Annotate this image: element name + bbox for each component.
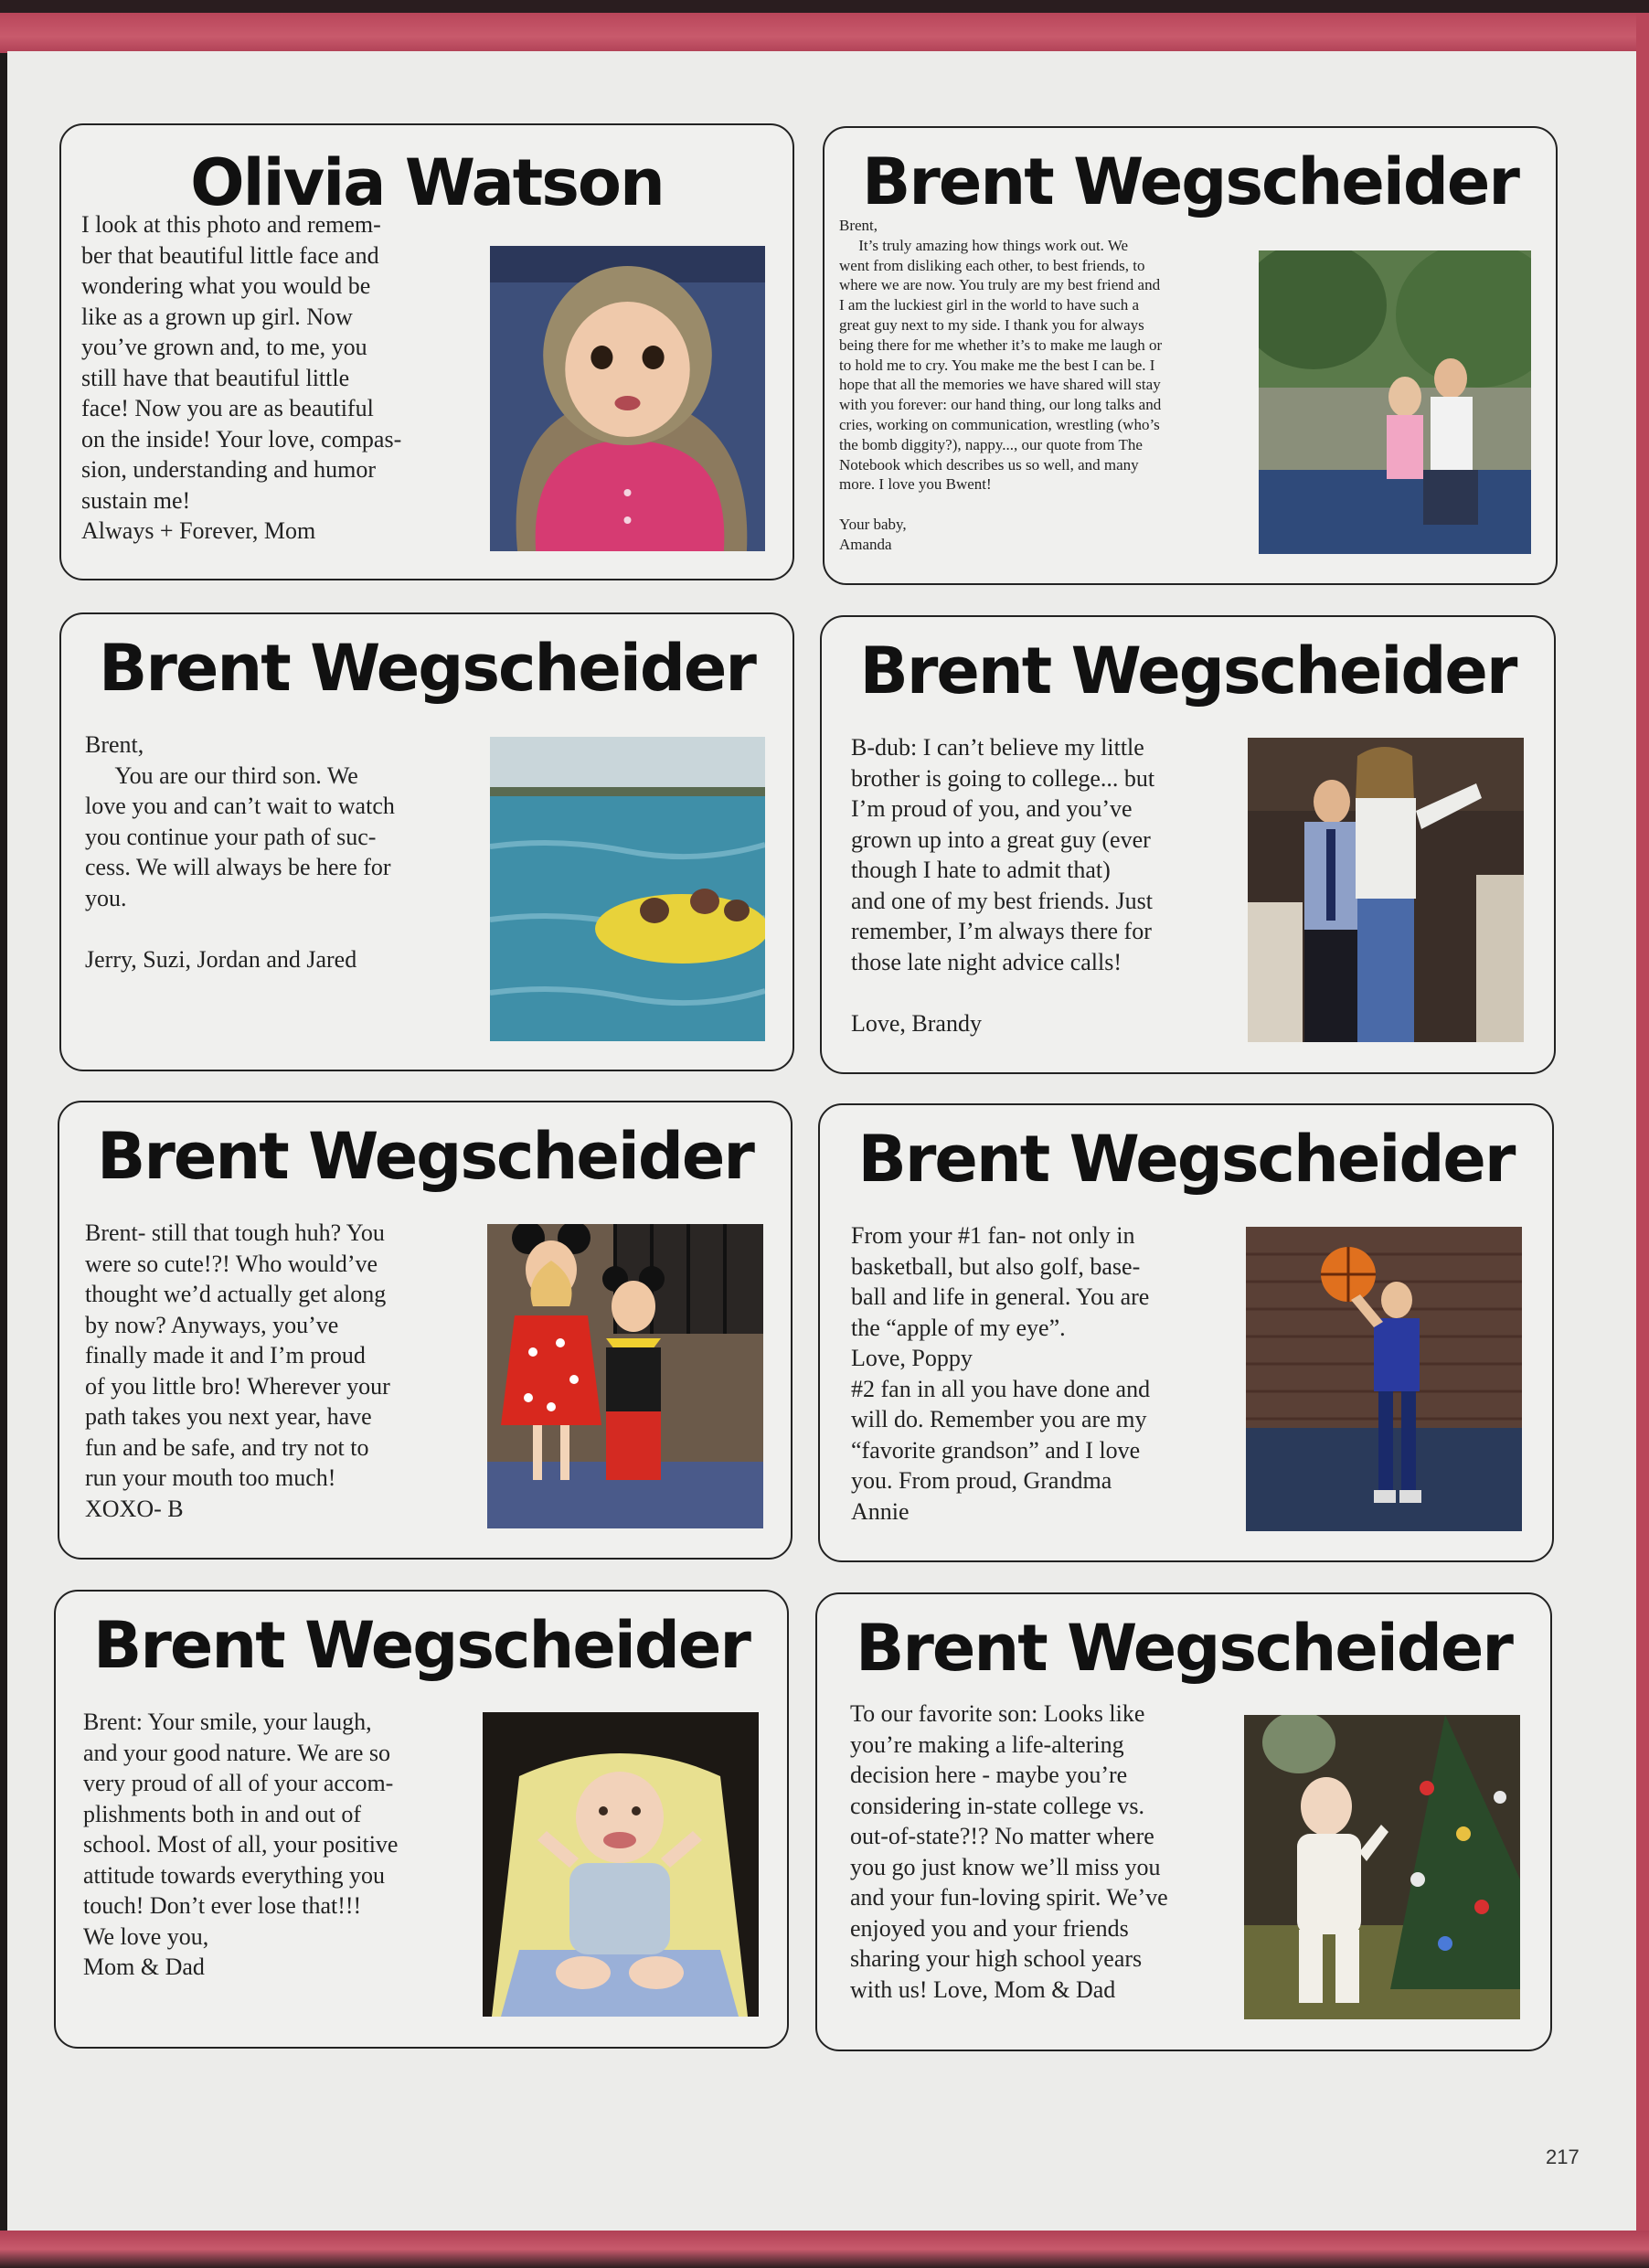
ad-photo-lake-tubing: [490, 737, 765, 1041]
ad-photo-basketball-boy: [1246, 1227, 1522, 1531]
book-binding-right: [1636, 13, 1649, 2268]
ad-photo-couple-outdoors: [1259, 250, 1531, 554]
book-binding-top: [0, 0, 1649, 53]
ad-photo-smiling-baby: [483, 1712, 759, 2017]
ad-card-brandy: [820, 615, 1556, 1074]
ad-photo-minnie-mickey-costumes: [487, 1224, 763, 1528]
ad-card-xoxo-b: [58, 1101, 793, 1560]
yearbook-page: [7, 51, 1636, 2231]
ad-name: Brent Wegscheider: [93, 1608, 750, 1683]
ad-message: Brent, You are our third son. We love you and can’t wait to watch you continue your path of suc- cess. We will always be here for you. Jerry, Suzi, Jordan and Jared: [85, 731, 395, 973]
ad-name: Brent Wegscheider: [859, 634, 1516, 708]
ad-card-olivia-watson: [59, 123, 794, 580]
ad-name: Brent Wegscheider: [862, 144, 1518, 219]
ad-name: Olivia Watson: [190, 145, 664, 220]
ad-message: To our favorite son: Looks like you’re making a life-altering decision here - maybe you’re considering in-state college vs. out-of-state?!? No matter where you go just know we’ll miss you and your fun-loving spirit. We’ve enjoyed you and your friends sharing your high school years with us! Love, Mom & Dad: [850, 1700, 1168, 2003]
ad-name: Brent Wegscheider: [97, 1119, 753, 1194]
ad-message: I look at this photo and remem- ber that beautiful little face and wondering what you would be like as a grown up girl. Now you’ve grown and, to me, you still have that beautiful little face! Now you are as beautiful on the inside! Your love, compas- sion, understanding and humor sustain me! Always + Forever, Mom: [81, 211, 402, 544]
book-binding-bottom: [0, 2231, 1649, 2268]
ad-photo-toddler-christmas-tree: [1244, 1715, 1520, 2019]
ad-message: From your #1 fan- not only in basketball, but also golf, base- ball and life in general. You are the “apple of my eye”. Love, Poppy #2 fan in all you have done and will do. Remember you are my “favorite grandson” and I love you. From proud, Grandma Annie: [851, 1222, 1151, 1525]
ad-name: Brent Wegscheider: [857, 1122, 1515, 1197]
ad-photo-siblings-formal: [1248, 738, 1524, 1042]
ad-photo-baby-girl-headscarf: [490, 246, 765, 551]
ad-card-jerry-suzi: [59, 612, 794, 1071]
ad-message: Brent, It’s truly amazing how things work out. We went from disliking each other, to best friends, to where we are now. You truly are my best friend and I am the luckiest girl in the world to have such a great guy next to my side. I thank you for always being there for me whether it’s to make me laugh or to hold me to cry. You make me the best I can be. I hope that all the memories we have shared will stay with you forever: our hand thing, our long talks and cries, working on communication, wrestling (who’s the bomb diggity?), nappy..., our quote from The Notebook which describes us so well, and many more. I love you Bwent! Your baby, Amanda: [839, 217, 1163, 553]
ad-card-amanda: [823, 126, 1558, 585]
ad-message: Brent: Your smile, your laugh, and your good nature. We are so very proud of all of your accom- plishments both in and out of school. Most of all, your positive attitude towards everything you touch! Don’t ever lose that!!! We love you, Mom & Dad: [83, 1709, 399, 1980]
page-number: 217: [1546, 2146, 1580, 2168]
ad-message: Brent- still that tough huh? You were so cute!?! Who would’ve thought we’d actually get along by now? Anyways, you’ve finally made it and I’m proud of you little bro! Wherever your path takes you next year, have fun and be safe, and try not to run your mouth too much! XOXO- B: [85, 1219, 390, 1522]
ad-card-mom-dad-favorite-son: [815, 1592, 1552, 2051]
ad-name: Brent Wegscheider: [856, 1611, 1512, 1686]
ad-card-poppy-grandma: [818, 1103, 1554, 1562]
ad-card-mom-dad-baby: [54, 1590, 789, 2049]
ad-message: B-dub: I can’t believe my little brother is going to college... but I’m proud of you, and you’ve grown up into a great guy (ever though I hate to admit that) and one of my best friends. Just remember, I’m always there for those late night advice calls! Love, Brandy: [851, 734, 1155, 1037]
ad-name: Brent Wegscheider: [99, 631, 755, 706]
